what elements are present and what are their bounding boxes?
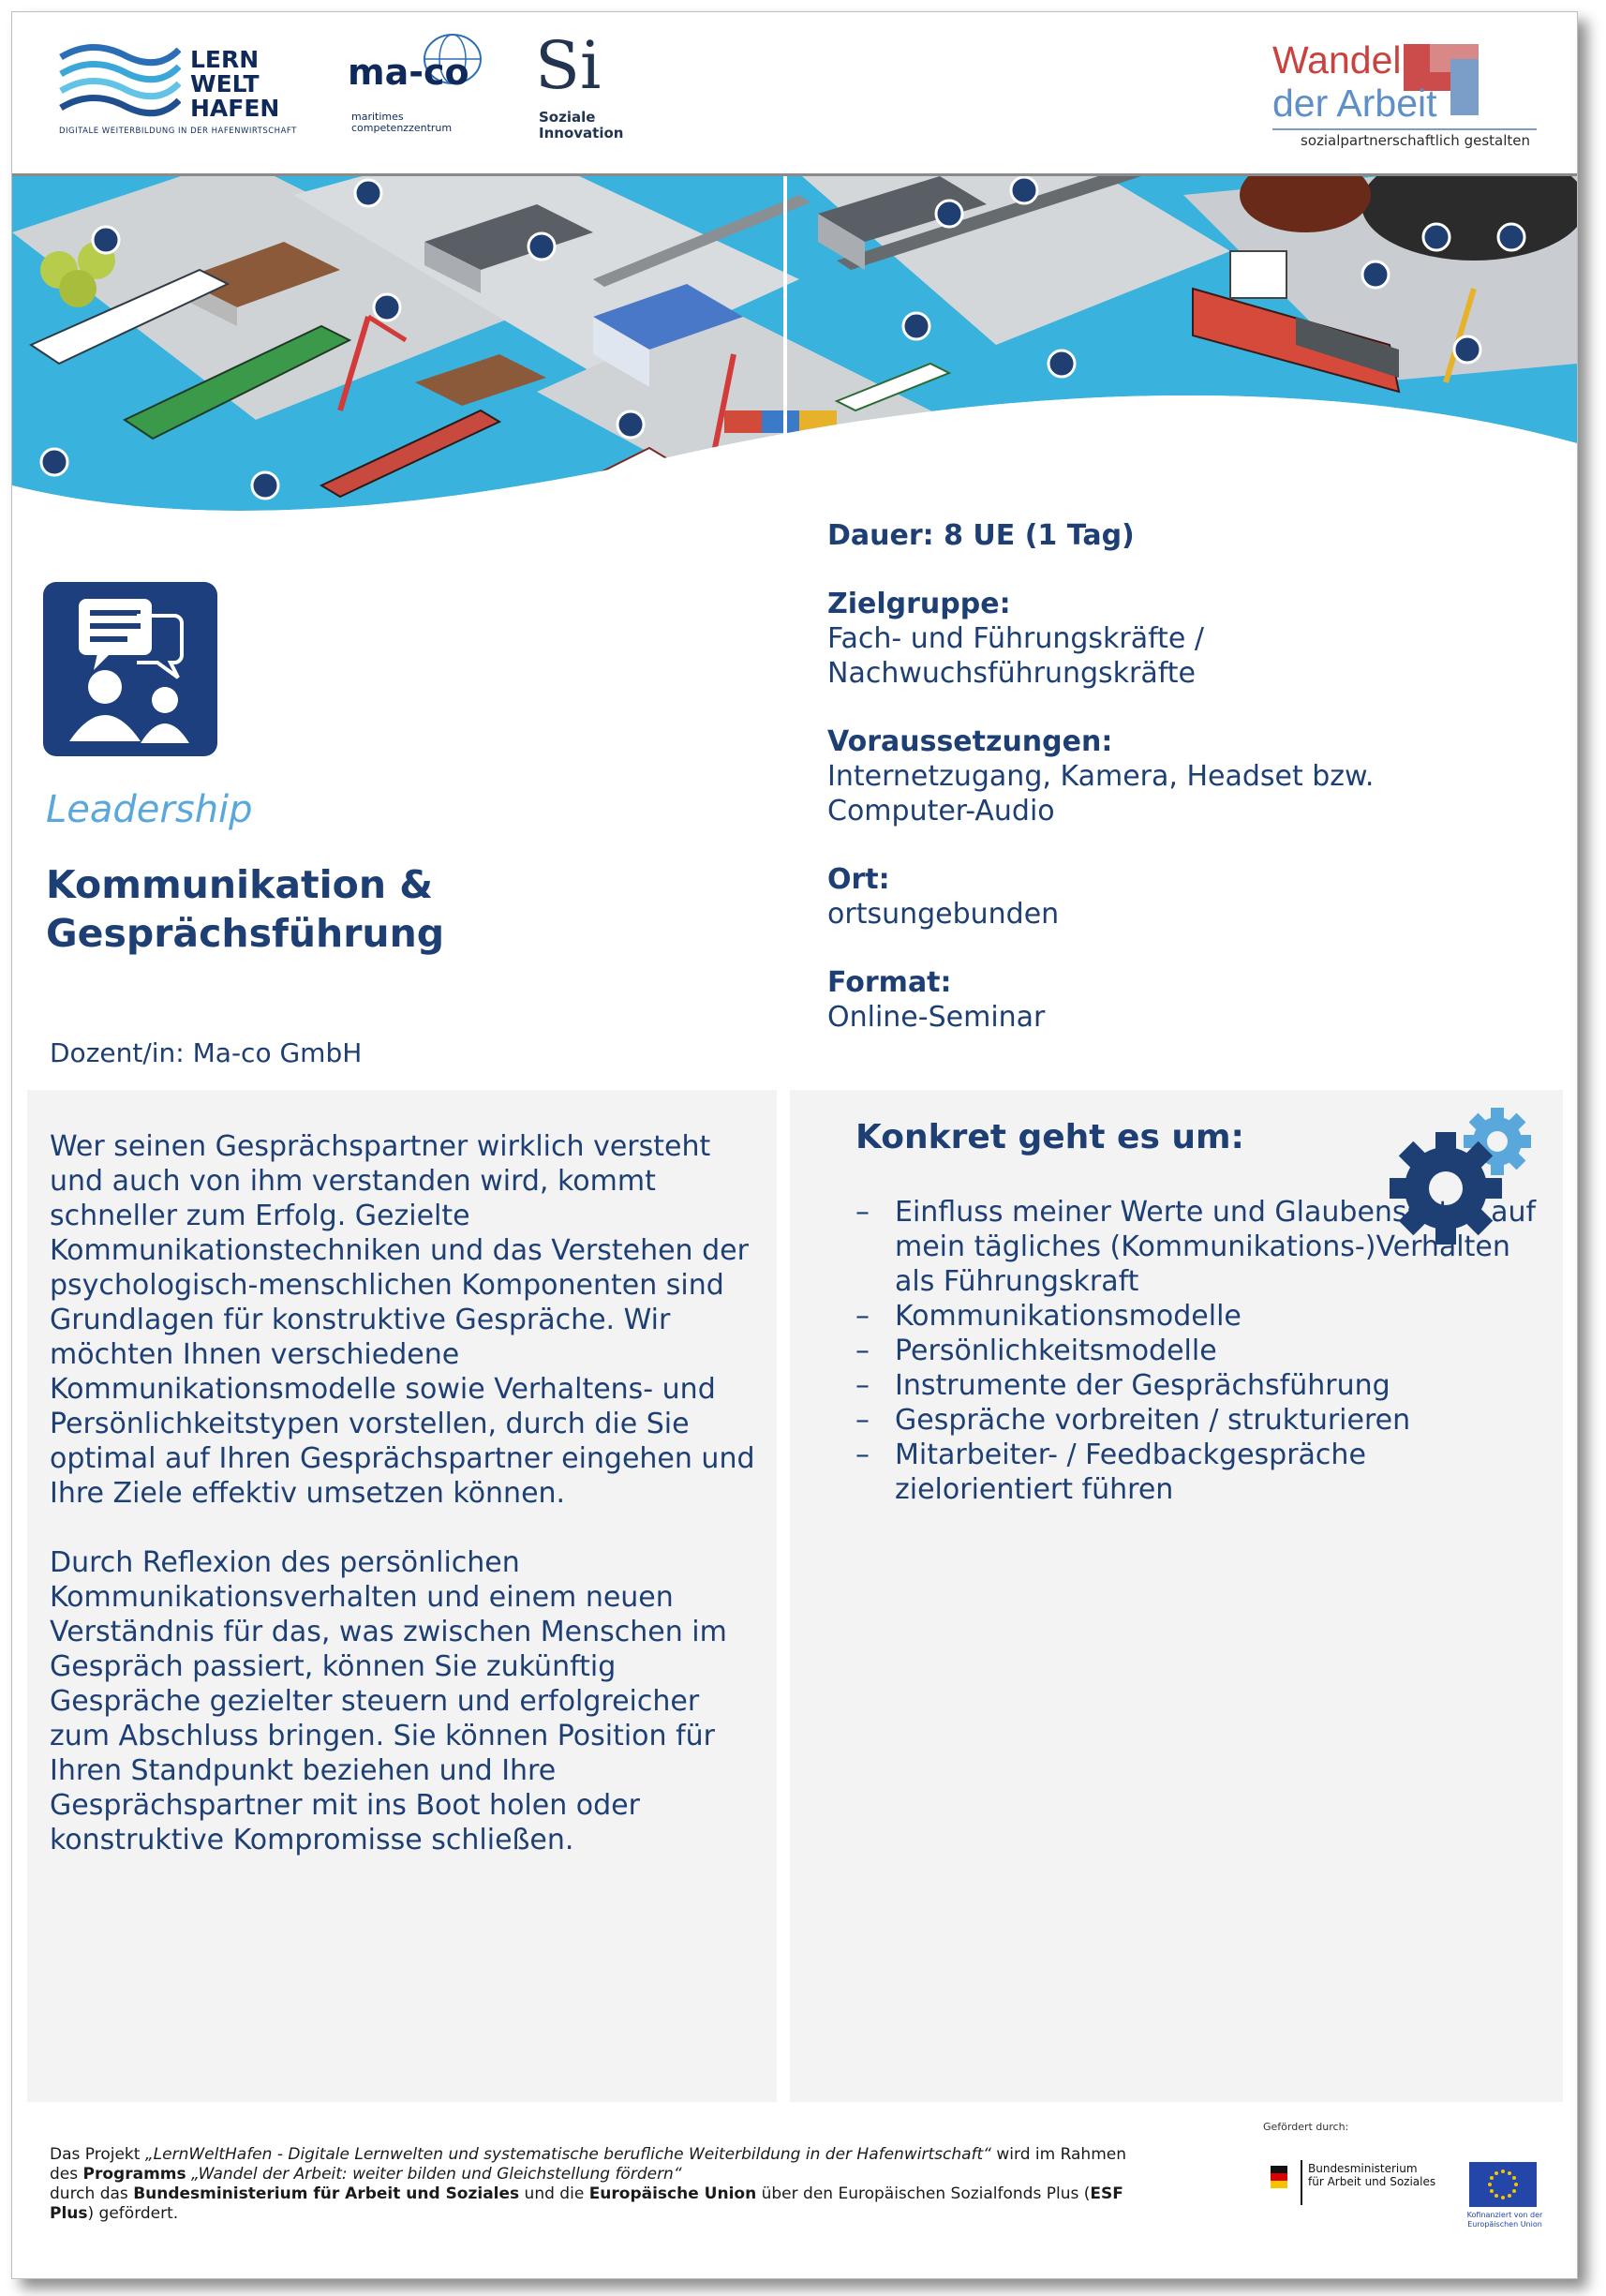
topics-heading: Konkret geht es um: [855, 1118, 1244, 1156]
maco-wordmark: ma-co [348, 52, 469, 93]
fact-prerequisites: Voraussetzungen: Internetzugang, Kamera, Headset bzw. Computer-Audio [827, 725, 1375, 827]
communication-icon [43, 582, 217, 756]
wda-word-der-arbeit: der Arbeit [1272, 82, 1437, 125]
fact-duration: Dauer: 8 UE (1 Tag) [827, 519, 1135, 552]
wda-subline: sozialpartnerschaftlich gestalten [1301, 132, 1530, 149]
fact-location: Ort: ortsungebunden [827, 863, 1060, 931]
bmas-wordmark: Bundesministerium für Arbeit und Soziales [1308, 2162, 1436, 2188]
fact-target-group: Zielgruppe: Fach- und Führungskräfte / Nachwuchsführungskräfte [827, 588, 1205, 690]
lwh-wordmark: LERN WELT HAFEN [190, 46, 280, 122]
funding-notice: Das Projekt „LernWeltHafen - Digitale Lernwelten und systematische berufliche Weiterbildung in der Hafenwirtschaft“ wird im Rahmen des Programms „Wandel der Arbeit: weiter bilden und Gleichstellung fördern“ durch das Bundesministerium für Arbeit und Soziales und die Europäische Union über den Europäischen Sozialfonds Plus (ESF Plus) gefördert. [50, 2145, 1126, 2223]
description-paragraph: Wer seinen Gesprächspartner wirklich versteht und auch von ihm verstanden wird, kommt schneller zum Erfolg. Gezielte Kommunikationstechniken und das Verstehen der psychologisch-menschlichen Komponenten sind Grundlagen für konstruktive Gespräche. Wir möchten Ihnen verschiedene Kommunikationsmodelle sowie Verhaltens- und Persönlichkeitstypen vorstellen, durch die Sie optimal auf Ihren Gesprächspartner eingehen und Ihre Ziele effektiv umsetzen können. [50, 1130, 755, 1510]
course-lecturer: Dozent/in: Ma-co GmbH [50, 1037, 363, 1068]
maco-subline: maritimes competenzzentrum [351, 111, 453, 134]
course-title: Kommunikation & Gesprächsführung [46, 862, 445, 956]
list-item: – Einfluss meiner Werte und Glaubenssätze auf mein tägliches (Kommunikations-)Verhalten als Führungskraft [855, 1195, 1549, 1299]
description-paragraph: Durch Reflexion des persönlichen Kommunikationsverhalten und einem neuen Verständnis für das, was zwischen Menschen im Gespräch passiert, können Sie zukünftig Gespräche gezielter steuern und erfolgreicher zum Abschluss bringen. Sie können Position für Ihren Standpunkt beziehen und Ihre Gesprächspartner mit ins Boot holen oder konstruktive Kompromisse schließen. [50, 1546, 727, 1856]
topics-list [855, 1195, 1549, 1507]
wda-word-wandel: Wandel [1272, 38, 1402, 82]
course-description [50, 1129, 762, 1892]
logo-soziale-innovation [528, 27, 631, 145]
eu-flag-icon [1469, 2162, 1537, 2207]
funded-by-label: Gefördert durch: [1263, 2121, 1349, 2133]
lwh-subline: DIGITALE WEITERBILDUNG IN DER HAFENWIRTSCHAFT [59, 127, 297, 136]
wave-logo-icon [59, 37, 181, 121]
list-item: – Mitarbeiter- / Feedbackgespräche zielorientiert führen [855, 1438, 1549, 1507]
list-item: – Persönlichkeitsmodelle [855, 1334, 1549, 1368]
flyer-page [11, 11, 1578, 2279]
si-mark: Si [535, 27, 602, 104]
logo-maco [331, 31, 499, 143]
german-flag-icon [1271, 2166, 1287, 2190]
logo-bmas [1263, 2158, 1450, 2214]
course-facts [827, 518, 1539, 1068]
list-item: – Kommunikationsmodelle [855, 1299, 1549, 1334]
si-wordmark: Soziale Innovation [539, 109, 624, 142]
course-category: Leadership [46, 788, 253, 831]
list-item: – Instrumente der Gesprächsführung [855, 1368, 1549, 1403]
logo-wandel-der-arbeit [1272, 31, 1554, 153]
logo-lernwelthafen [59, 31, 303, 143]
fact-format: Format: Online-Seminar [827, 966, 1046, 1034]
eu-cofunding-label: Kofinanziert von der Europäischen Union [1466, 2211, 1543, 2229]
list-item: – Gespräche vorbreiten / strukturieren [855, 1403, 1549, 1438]
